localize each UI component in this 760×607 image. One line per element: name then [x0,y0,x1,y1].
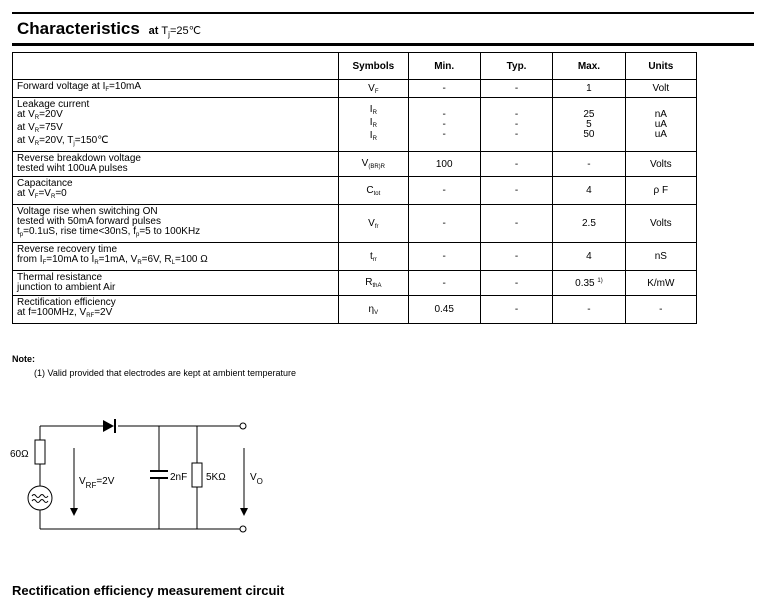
unit-cell: Volts [625,205,696,243]
table-row [13,271,697,296]
title-underline [12,43,754,46]
column-header: Typ. [480,53,552,80]
parameter-cell: Leakage current at $V_R=20V$ at $V_R=75V$ at $V_R=20V$, $T_j=150℃$ [13,98,339,152]
title-condition: at $T_j=25℃$ [148,25,201,40]
symbol-cell: $V_{(BR)R}$ [339,152,408,177]
load-resistor [192,463,202,487]
max-cell: 0.35 $^{1)}$ [553,271,625,296]
max-cell: - [553,152,625,177]
output-terminal-bottom [240,526,246,532]
column-header: Units [625,53,696,80]
parameter-cell: Voltage rise when switching ON tested with 50mA forward pulses $t_p=0.1uS$, rise time<30nS, $f_p=5$ to 100KHz [13,205,339,243]
parameter-cell: Capacitance at $V_F=V_R=0$ [13,177,339,205]
unit-cell: nA uA uA [625,98,696,152]
parameter-cell: Reverse recovery time from $I_F=10mA$ to $I_R=1mA$, $V_R=6V$, $R_L=100$ Ω [13,243,339,271]
table-row [13,80,697,98]
symbol-cell: $V_{fr}$ [339,205,408,243]
source-resistance-label: 60Ω [10,449,29,460]
title-main: Characteristics [17,19,140,38]
top-rule [12,12,754,14]
column-header: Symbols [339,53,408,80]
typ-cell: - [480,243,552,271]
vrf-label: $V_{RF}=2V$ [79,476,115,490]
note-label: Note: [12,354,35,364]
min-cell: - [408,205,480,243]
table-row [13,205,697,243]
parameter-cell: Rectification efficiency at f=100MHz, $V_{RF}=2V$ [13,296,339,324]
max-cell: 1 [553,80,625,98]
unit-cell: Volt [625,80,696,98]
min-cell: 100 [408,152,480,177]
vo-arrowhead [240,508,248,516]
max-cell: 4 [553,177,625,205]
typ-cell: - [480,296,552,324]
measurement-circuit [8,408,298,553]
capacitor-label: 2nF [170,472,188,483]
parameter-cell: Thermal resistance junction to ambient Air [13,271,339,296]
min-cell: - [408,80,480,98]
typ-cell: - [480,271,552,296]
note-text: (1) Valid provided that electrodes are kept at ambient temperature [34,368,296,378]
output-terminal-top [240,423,246,429]
table-row [13,177,697,205]
parameter-cell: Forward voltage at $I_F=10mA$ [13,80,339,98]
symbol-cell: $C_{tot}$ [339,177,408,205]
min-cell: 0.45 [408,296,480,324]
column-header: Max. [553,53,625,80]
vrf-arrowhead [70,508,78,516]
unit-cell: K/mW [625,271,696,296]
symbol-cell: $V_F$ [339,80,408,98]
min-cell: - [408,177,480,205]
rf-source-symbol [28,486,52,510]
typ-cell: - [480,177,552,205]
max-cell: - [553,296,625,324]
section-title [17,19,201,39]
min-cell: - [408,271,480,296]
symbol-cell: $t_{rr}$ [339,243,408,271]
max-cell: 2.5 [553,205,625,243]
diode-symbol [103,420,114,432]
characteristics-table [12,52,697,324]
table-header-row [13,53,697,80]
unit-cell: - [625,296,696,324]
table-row [13,152,697,177]
unit-cell: ρ F [625,177,696,205]
typ-cell: - [480,152,552,177]
table-body [13,80,697,324]
parameter-cell: Reverse breakdown voltage tested wiht 100uA pulses [13,152,339,177]
column-header: Min. [408,53,480,80]
load-label: 5KΩ [206,472,226,483]
column-header [13,53,339,80]
unit-cell: nS [625,243,696,271]
typ-cell: - - - [480,98,552,152]
table-row [13,243,697,271]
typ-cell: - [480,205,552,243]
max-cell: 4 [553,243,625,271]
symbol-cell: $I_R$ $I_R$ $I_R$ [339,98,408,152]
vo-label: $V_O$ [250,472,263,486]
min-cell: - - - [408,98,480,152]
min-cell: - [408,243,480,271]
symbol-cell: $\eta_V$ [339,296,408,324]
circuit-caption: Rectification efficiency measurement circuit [12,583,285,598]
unit-cell: Volts [625,152,696,177]
table-row [13,98,697,152]
source-resistor [35,440,45,464]
table-row [13,296,697,324]
typ-cell: - [480,80,552,98]
symbol-cell: $R_{thA}$ [339,271,408,296]
max-cell: 25 5 50 [553,98,625,152]
